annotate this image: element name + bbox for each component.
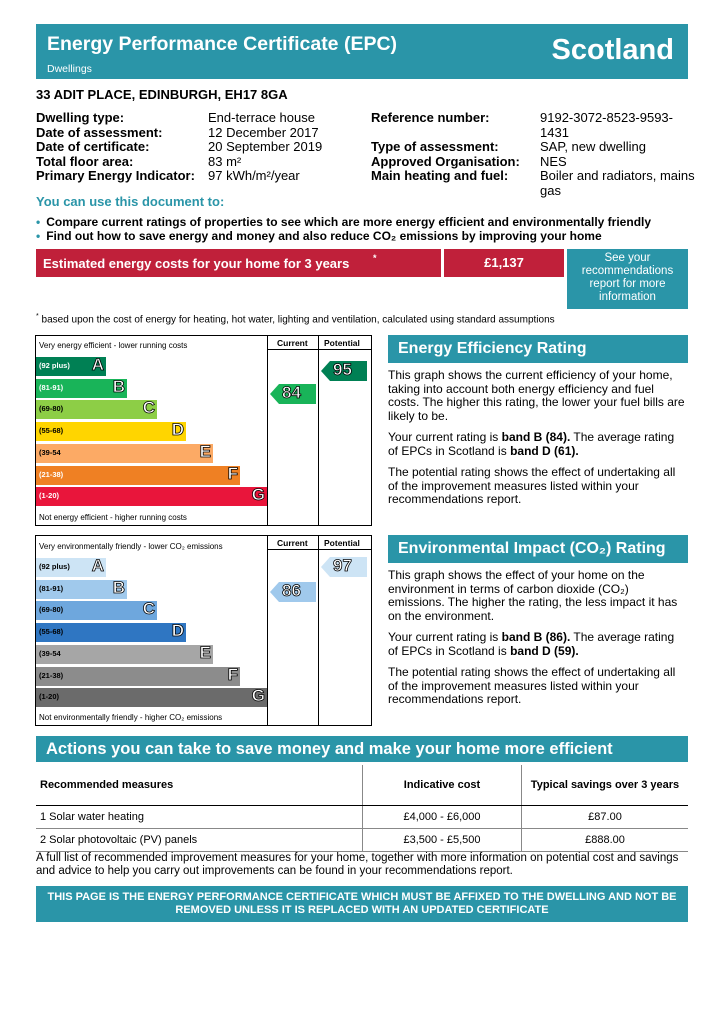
document-subtitle: Dwellings xyxy=(47,63,92,75)
table-header: Indicative cost xyxy=(363,765,522,806)
table-cell: £3,500 - £5,500 xyxy=(363,829,522,852)
ei-divider xyxy=(318,535,319,725)
ei-current-header: Current xyxy=(277,538,308,548)
ee-band-range: (92 plus) xyxy=(39,361,70,370)
detail-value: NES xyxy=(540,153,567,169)
ee-band-letter: A xyxy=(91,355,104,374)
ee-current-rating xyxy=(270,384,316,404)
ei-band-range: (39-54 xyxy=(39,648,61,658)
eir-paragraph: This graph shows the effect of your home on the environment in terms of carbon dioxide (CO₂) emissions. The higher the rating, the less impact it has on the environment. xyxy=(388,568,678,623)
cost-label-bar xyxy=(36,249,441,277)
table-header: Typical savings over 3 years xyxy=(522,765,689,806)
table-cell: £888.00 xyxy=(522,829,689,852)
detail-row xyxy=(371,155,701,170)
footer-bar-text: THIS PAGE IS THE ENERGY PERFORMANCE CERTIFICATE WHICH MUST BE AFFIXED TO THE DWELLING AND NOT BE REMOVED UNLESS IT IS REPLACED WITH AN UPDATED CERTIFICATE xyxy=(47,891,677,916)
ei-band-letter: C xyxy=(142,599,155,619)
ee-band-range: (1-20) xyxy=(39,491,60,501)
table-cell: £4,000 - £6,000 xyxy=(363,806,522,829)
details-left xyxy=(36,111,366,184)
detail-row xyxy=(371,140,701,155)
bullet-text: Compare current ratings of properties to see which are more energy efficient and environmentally friendly xyxy=(46,215,652,229)
ei-band-letter: A xyxy=(91,556,104,575)
table-cell: 1 Solar water heating xyxy=(36,806,363,829)
eer-average-band: band D (61). xyxy=(510,443,579,458)
table-row xyxy=(36,829,688,852)
eer-text-part: Your current rating is xyxy=(388,430,502,444)
detail-label: Date of assessment: xyxy=(36,124,163,140)
ee-band-e xyxy=(36,441,213,463)
ee-divider xyxy=(267,335,268,525)
eir-paragraph xyxy=(388,631,686,658)
ee-band-range: (55-68) xyxy=(39,426,64,436)
detail-value: End-terrace house xyxy=(208,110,315,125)
cost-footnote xyxy=(36,313,555,325)
actions-heading-text: Actions you can take to save money and make your home more efficient xyxy=(46,740,613,758)
detail-label: Dwelling type: xyxy=(36,110,125,125)
table-cell: £87.00 xyxy=(522,806,689,829)
ee-band-letter: C xyxy=(142,398,155,418)
ee-current-value: 84 xyxy=(282,383,301,402)
ei-band-letter: F xyxy=(227,664,238,684)
eer-paragraph: This graph shows the current efficiency of your home, taking into account both energy efficiency and fuel costs. The higher this rating, the lower your fuel bills are likely to be. xyxy=(388,368,685,423)
ee-band-c xyxy=(36,400,157,419)
eer-paragraph xyxy=(388,431,686,458)
detail-row xyxy=(36,169,366,184)
ee-band-f xyxy=(36,463,240,485)
ee-current-header: Current xyxy=(277,338,308,348)
detail-row xyxy=(36,140,366,155)
eir-current-band: band B (86). xyxy=(501,630,571,644)
ee-bottom-label: Not energy efficient - higher running costs xyxy=(39,513,187,522)
ee-divider xyxy=(318,335,319,525)
detail-value: 97 kWh/m²/year xyxy=(208,168,300,183)
ee-band-letter: D xyxy=(171,420,184,440)
detail-label: Reference number: xyxy=(371,110,490,125)
eir-text-part: The average rating of EPCs in Scotland is xyxy=(388,630,675,658)
eer-current-band: band B (84). xyxy=(501,430,571,444)
cost-label: Estimated energy costs for your home for 3 years xyxy=(43,256,350,271)
ei-potential-header: Potential xyxy=(324,538,360,548)
recommendations-link[interactable] xyxy=(567,249,688,309)
ee-band-range: (21-38) xyxy=(39,469,64,479)
detail-value: SAP, new dwelling xyxy=(540,139,646,154)
footnote-text: based upon the cost of energy for heating, hot water, lighting and ventilation, calculated using standard assumptions xyxy=(41,314,555,326)
ei-band-f xyxy=(36,664,240,686)
table-cell: 2 Solar photovoltaic (PV) panels xyxy=(36,829,363,852)
ei-band-b xyxy=(36,577,127,599)
cost-star: * xyxy=(373,253,377,263)
eer-heading: Energy Efficiency Rating xyxy=(388,335,688,363)
actions-heading xyxy=(36,736,688,762)
eir-paragraph: The potential rating shows the effect of undertaking all of the improvement measures listed within your recommendations report. xyxy=(388,665,676,706)
ei-band-letter: G xyxy=(251,686,265,706)
ee-potential-value: 95 xyxy=(333,360,352,379)
bullet-item xyxy=(36,229,602,243)
recommendations-link-text: See your recommendations report for more information xyxy=(581,252,674,303)
ei-band-range: (92 plus) xyxy=(39,562,70,571)
ei-band-c xyxy=(36,601,157,620)
ee-band-letter: F xyxy=(227,463,238,483)
ee-band-letter: E xyxy=(199,441,211,461)
ei-divider xyxy=(267,549,371,550)
ei-band-letter: D xyxy=(171,621,184,641)
ee-band-range: (39-54 xyxy=(39,447,61,457)
ee-band-g xyxy=(36,487,267,506)
detail-value: 83 m² xyxy=(208,153,242,169)
detail-row xyxy=(371,169,701,198)
bullet-icon: • xyxy=(36,229,41,243)
ee-band-letter: G xyxy=(251,485,265,505)
detail-row xyxy=(36,111,366,126)
table-row xyxy=(36,806,688,829)
eir-heading: Environmental Impact (CO₂) Rating xyxy=(388,535,688,563)
bullet-icon: • xyxy=(36,215,41,229)
header-banner xyxy=(36,24,688,79)
detail-label: Date of certificate: xyxy=(36,139,150,154)
detail-label: Primary Energy Indicator: xyxy=(36,168,195,183)
table-header: Recommended measures xyxy=(36,765,363,806)
ee-band-b xyxy=(36,376,127,398)
detail-label: Type of assessment: xyxy=(371,139,499,154)
ei-divider xyxy=(267,535,268,725)
ee-band-d xyxy=(36,422,186,441)
document-title: Energy Performance Certificate (EPC) xyxy=(47,33,398,55)
eer-text xyxy=(388,369,686,507)
use-heading: You can use this document to: xyxy=(36,194,225,209)
bullet-item xyxy=(36,215,651,229)
ei-band-g xyxy=(36,688,267,707)
detail-value: 9192-3072-8523-9593-1431 xyxy=(540,110,673,140)
ei-band-letter: E xyxy=(199,642,211,662)
detail-label: Total floor area: xyxy=(36,153,134,169)
ee-top-label: Very energy efficient - lower running costs xyxy=(39,341,188,350)
eir-average-band: band D (59). xyxy=(510,643,579,658)
detail-row xyxy=(36,155,366,170)
ei-band-range: (21-38) xyxy=(39,670,64,680)
ei-top-label: Very environmentally friendly - lower CO₂ emissions xyxy=(39,542,223,551)
ei-band-range: (1-20) xyxy=(39,692,60,702)
bullet-text: Find out how to save energy and money and also reduce CO₂ emissions by improving your home xyxy=(46,229,602,243)
ee-potential-rating xyxy=(321,361,367,381)
ei-potential-rating xyxy=(321,557,367,577)
detail-row xyxy=(36,126,366,141)
detail-label: Approved Organisation: xyxy=(371,153,520,169)
footer-text: A full list of recommended improvement measures for your home, together with more information on potential cost and savings and advice to help you carry out improvements can be found in your recommendations report. xyxy=(36,852,679,877)
eer-text-part: The average rating of EPCs in Scotland is xyxy=(388,430,675,458)
ei-band-e xyxy=(36,642,213,664)
detail-label: Main heating and fuel: xyxy=(371,168,509,183)
ee-band-letter: B xyxy=(112,376,125,396)
details-right xyxy=(371,111,701,198)
detail-row xyxy=(371,111,701,140)
ei-band-d xyxy=(36,623,186,642)
ei-band-range: (69-80) xyxy=(39,605,64,615)
eir-text xyxy=(388,569,686,707)
ei-current-rating xyxy=(270,582,316,602)
ee-band-range: (81-91) xyxy=(39,382,64,392)
ei-bottom-label: Not environmentally friendly - higher CO₂ emissions xyxy=(39,713,223,722)
footnote-star: * xyxy=(36,313,39,320)
ei-potential-value: 97 xyxy=(333,556,352,575)
detail-value: Boiler and radiators, mains gas xyxy=(540,168,695,198)
table-header-row xyxy=(36,765,688,806)
measures-table xyxy=(36,765,688,852)
eer-paragraph: The potential rating shows the effect of undertaking all of the improvement measures listed within your recommendations report. xyxy=(388,465,676,506)
cost-value: £1,137 xyxy=(444,249,564,277)
region-label: Scotland xyxy=(551,34,674,66)
eir-text-part: Your current rating is xyxy=(388,630,502,644)
ei-band-range: (81-91) xyxy=(39,583,64,593)
detail-value: 12 December 2017 xyxy=(208,124,319,140)
ei-band-range: (55-68) xyxy=(39,627,64,637)
ee-band-a xyxy=(36,357,106,376)
ei-current-value: 86 xyxy=(282,581,301,600)
ee-divider xyxy=(267,349,371,350)
ei-band-a xyxy=(36,558,106,577)
detail-value: 20 September 2019 xyxy=(208,139,323,154)
ee-potential-header: Potential xyxy=(324,338,360,348)
property-address: 33 ADIT PLACE, EDINBURGH, EH17 8GA xyxy=(36,87,288,102)
ei-band-letter: B xyxy=(112,577,125,597)
footer-bar xyxy=(36,886,688,922)
ee-band-range: (69-80) xyxy=(39,404,64,414)
